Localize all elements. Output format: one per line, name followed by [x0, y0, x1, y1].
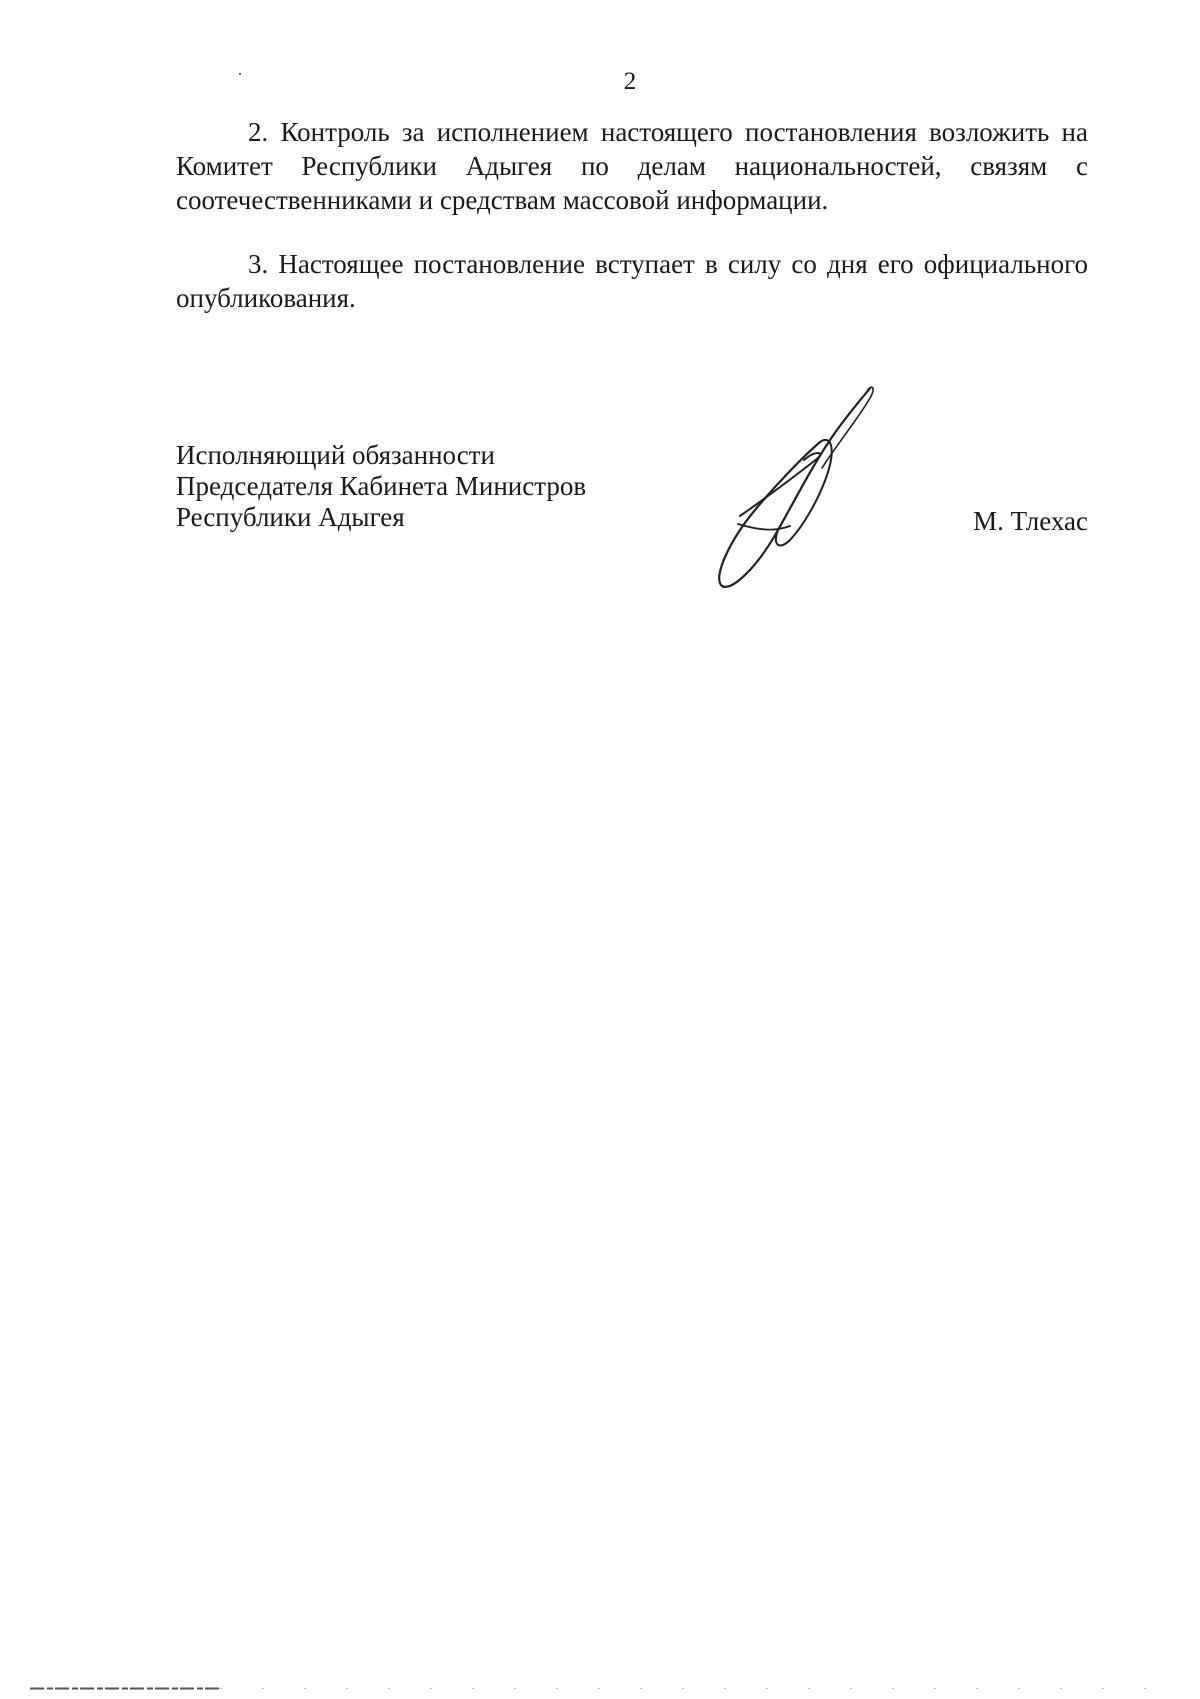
page-number: 2: [623, 68, 637, 95]
paragraph-3: 3. Настоящее постановление вступает в силу со дня его официального опубликования.: [176, 249, 1088, 313]
signer-position-line: Председателя Кабинета Министров: [176, 471, 587, 501]
signer-position-line: Республики Адыгея: [176, 502, 405, 532]
handwritten-signature: [700, 380, 900, 600]
signer-position: [176, 440, 586, 533]
signer-position-line: Исполняющий обязанности: [176, 440, 495, 470]
signatory-name: М. Тлехас: [973, 506, 1088, 536]
scan-edge-artifact: [30, 1687, 1170, 1690]
paragraph-2: 2. Контроль за исполнением настоящего постановления возложить на Комитет Республики Адыгея по делам национальностей, связям с соотечественниками и средствам массовой информации.: [176, 117, 1088, 215]
